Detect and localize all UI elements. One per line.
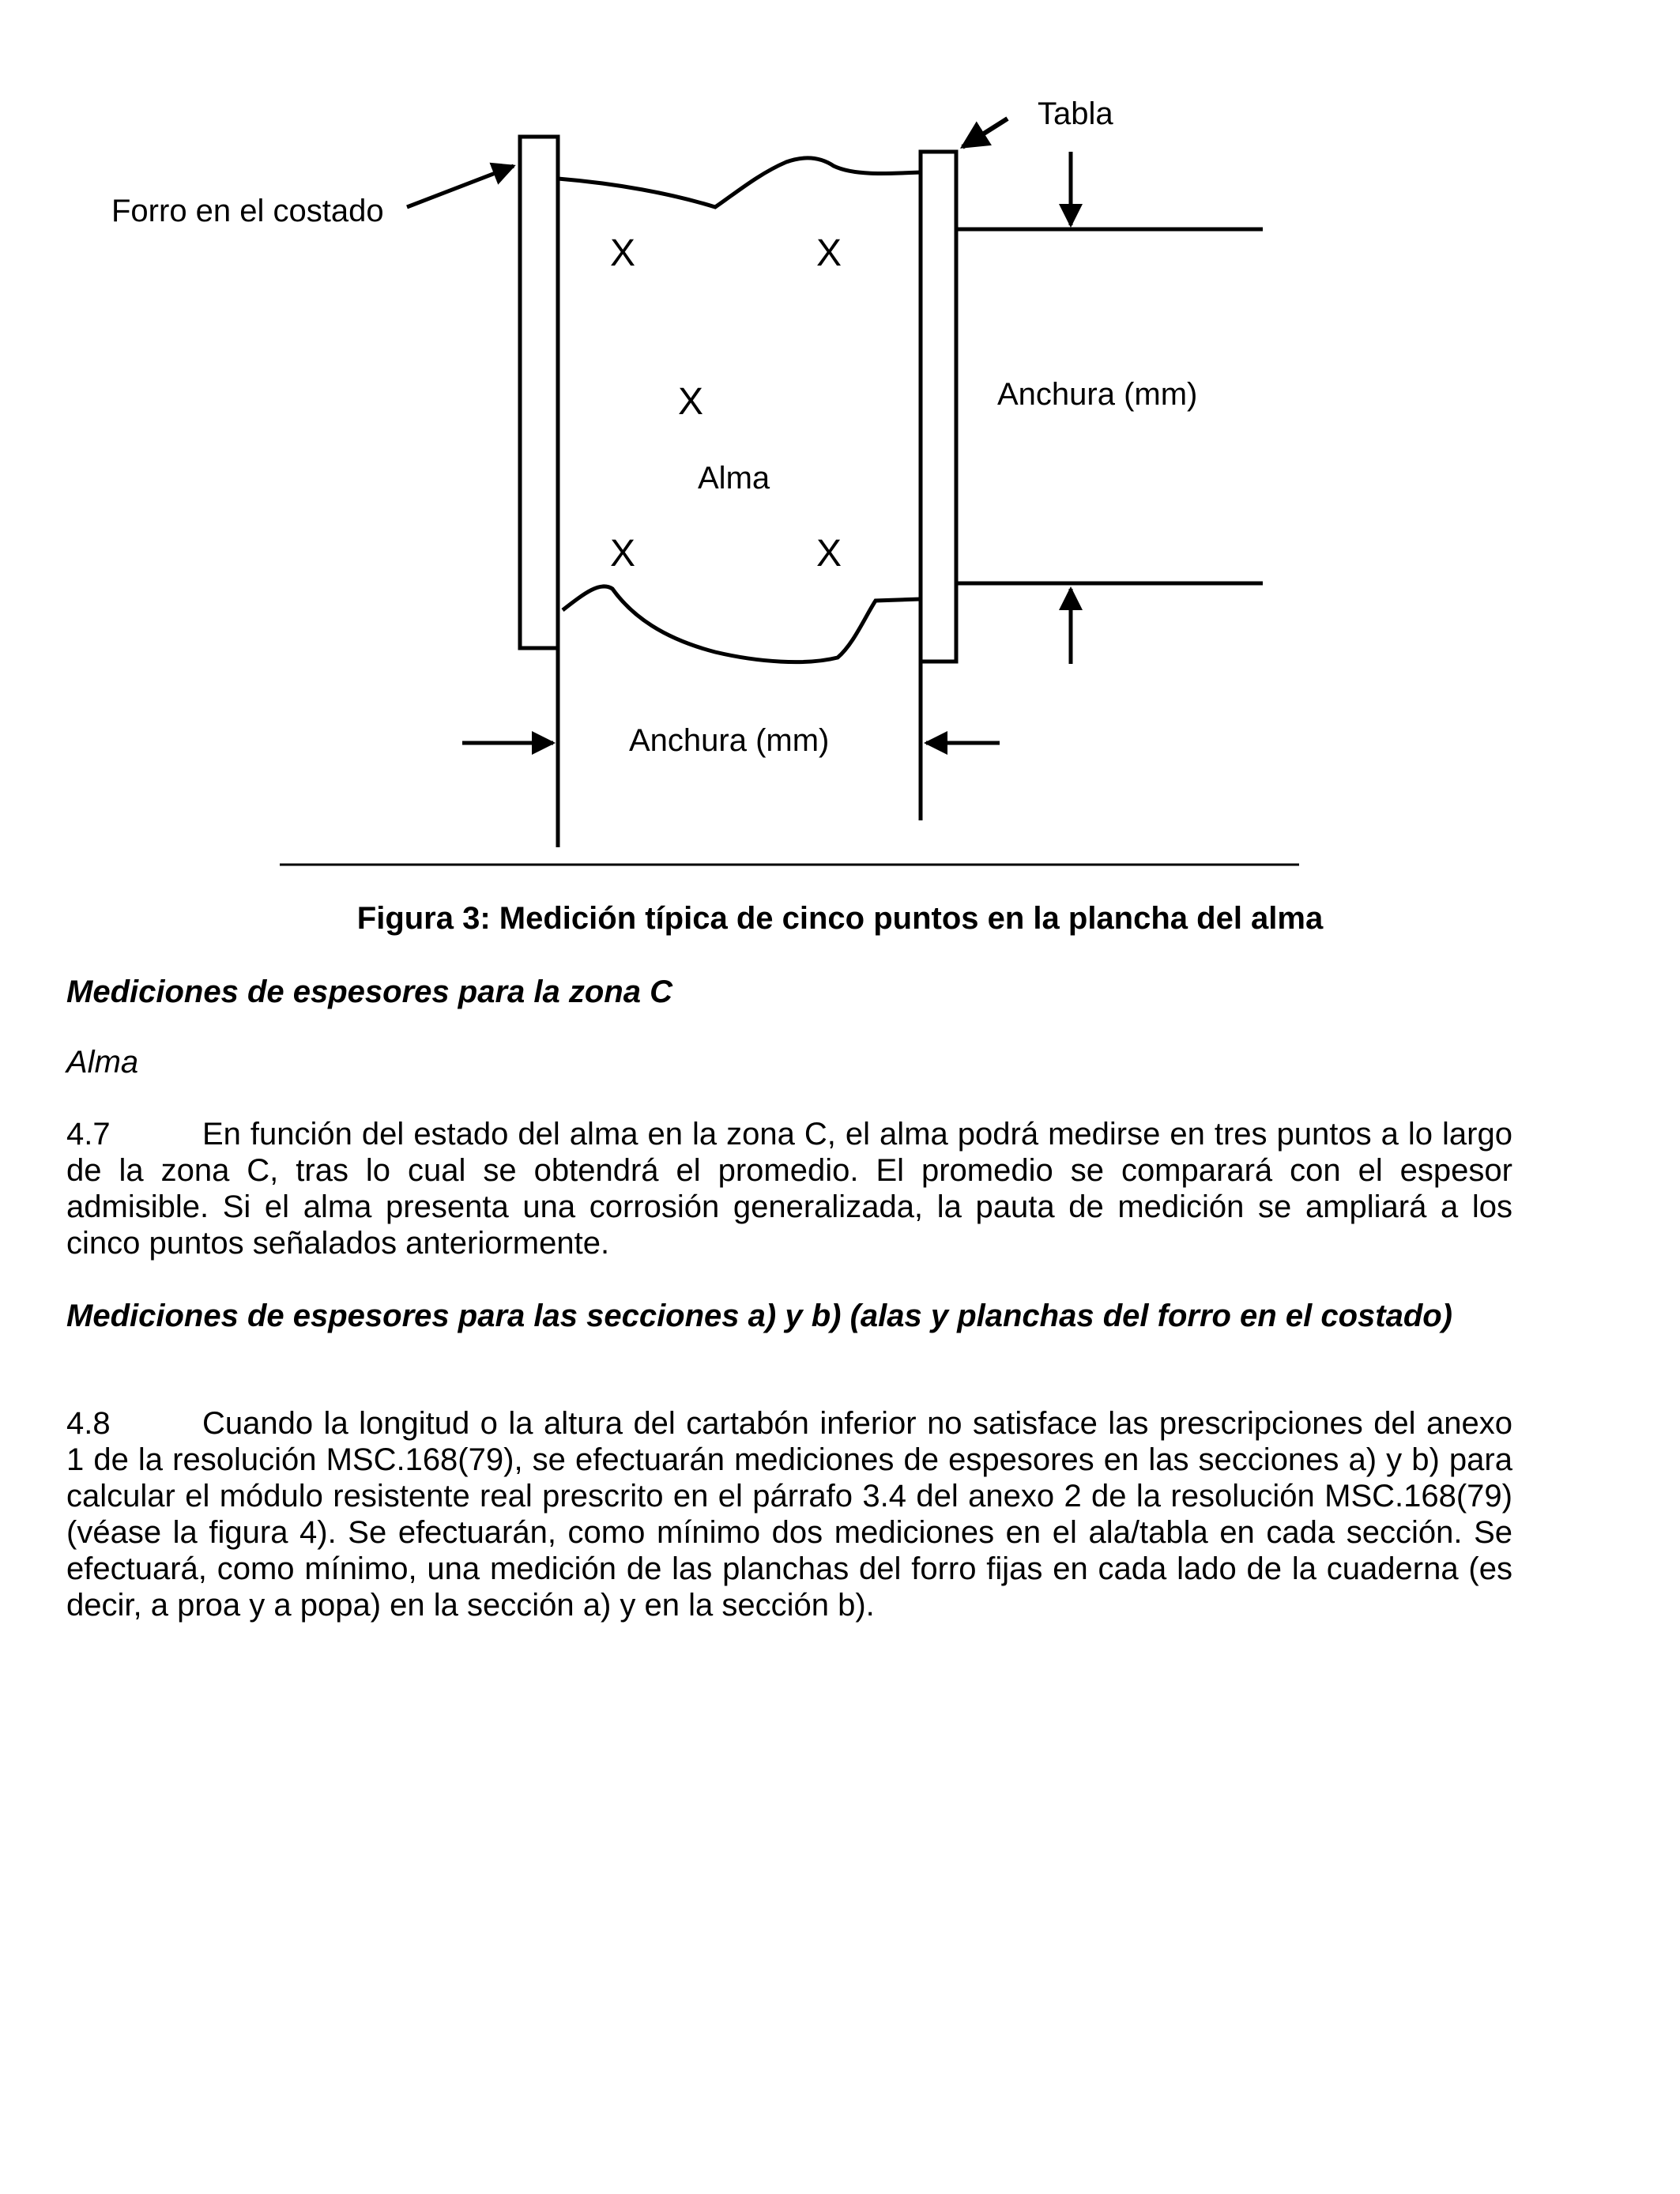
heading-secciones-ab: Mediciones de espesores para las secciones a) y b) (alas y planchas del forro en el costado) (66, 1299, 1453, 1333)
paragraph-4-7 (66, 1116, 1512, 1261)
paragraph-number: 4.7 (66, 1117, 111, 1152)
paragraph-text: En función del estado del alma en la zona C, el alma podrá medirse en tres puntos a lo largo de la zona C, tras lo cual se obtendrá el promedio. El promedio se comparará con el espesor admisible. Si el alma presenta una corrosión generalizada, la pauta de medición se ampliará a los cinco puntos señalados anteriormente. (66, 1117, 1512, 1261)
paragraph-number: 4.8 (66, 1406, 111, 1441)
web-plate-figure (0, 0, 1680, 885)
label-forro: Forro en el costado (111, 194, 384, 228)
subheading-alma: Alma (66, 1045, 139, 1080)
paragraph-4-8 (66, 1405, 1512, 1623)
measure-point-1: X (610, 232, 636, 274)
measure-point-2: X (816, 232, 842, 274)
figure-caption: Figura 3: Medición típica de cinco puntos en la plancha del alma (356, 901, 1324, 936)
label-anchura-bottom: Anchura (mm) (629, 723, 830, 758)
label-tabla: Tabla (1038, 96, 1113, 131)
web-top-edge (558, 158, 921, 207)
side-shell-plate (520, 137, 558, 648)
flange-plate (921, 152, 956, 662)
measure-point-5: X (816, 533, 842, 575)
heading-zona-c: Mediciones de espesores para la zona C (66, 974, 672, 1009)
label-alma: Alma (698, 461, 770, 496)
tabla-arrow (962, 119, 1008, 147)
forro-arrow (407, 166, 514, 207)
label-anchura-right: Anchura (mm) (997, 377, 1198, 412)
measure-point-4: X (610, 533, 636, 575)
paragraph-text: Cuando la longitud o la altura del cartabón inferior no satisface las prescripciones del anexo 1 de la resolución MSC.168(79), se efectuarán mediciones de espesores en las secciones a) y b) para calcular el módulo resistente real prescrito en el párrafo 3.4 del anexo 2 de la resolución MSC.168(79) (véase la figura 4). Se efectuarán, como mínimo dos mediciones en el ala/tabla en cada sección. Se efectuará, como mínimo, una medición de las planchas del forro fijas en cada lado de la cuaderna (es decir, a proa y a popa) en la sección a) y en la sección b). (66, 1406, 1512, 1623)
measure-point-3: X (678, 381, 704, 423)
web-bottom-edge (563, 586, 921, 662)
